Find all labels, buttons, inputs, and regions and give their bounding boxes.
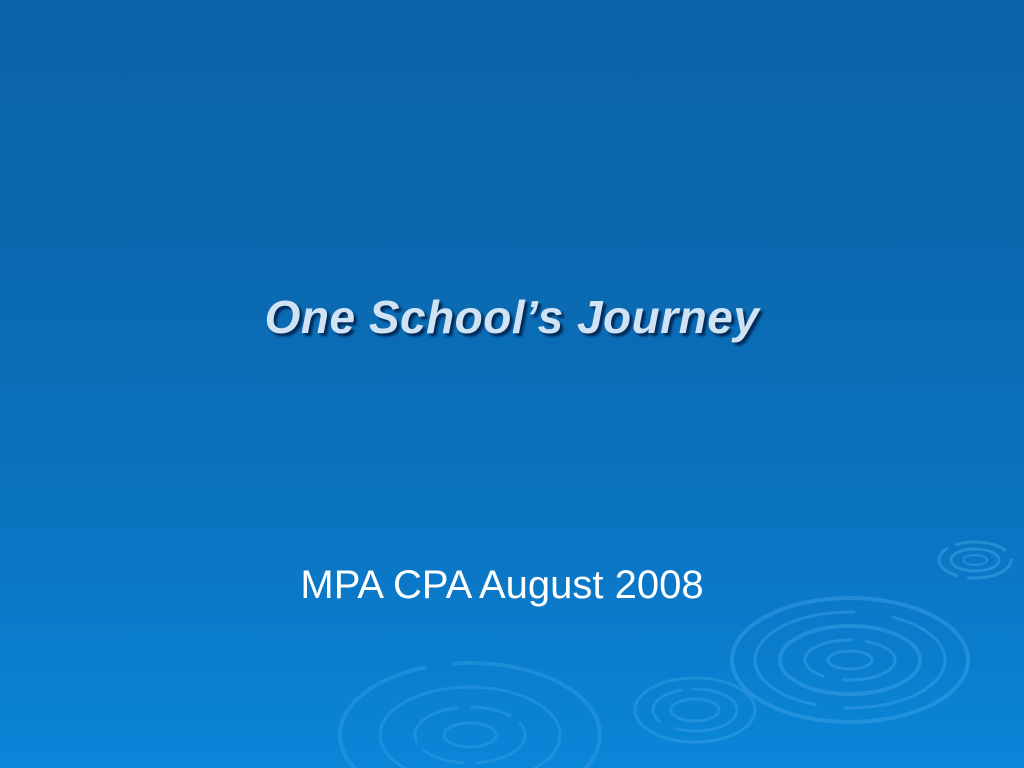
ripple-large-right [732,598,968,722]
ripple-bottom-left [340,663,600,768]
slide-title: One School’s Journey [264,291,760,343]
slide-subtitle: MPA CPA August 2008 [300,563,704,607]
ripple-medium-center [635,678,755,742]
